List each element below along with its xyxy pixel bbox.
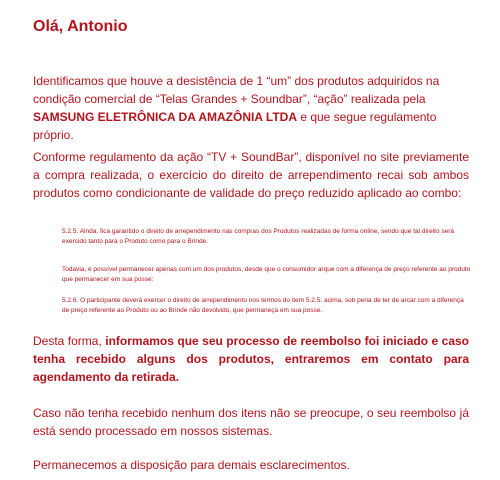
regulation-quote: 5.2.6. O participante deverá exercer o direito de arrependimento nos termos do item 5.2.5. acima, sob pena de ter de arcar com a diferença de preço referente ao Produto ou ao Brinde não devolvido, que permaneça em sua posse. (62, 297, 464, 314)
paragraph-desistencia-text: Identificamos que houve a desistência de 1 “um” dos produtos adquiridos na condição comercial de “Telas Grandes + Soundbar”, “ação” realizada pela (33, 74, 440, 106)
paragraph-desistencia (33, 72, 469, 144)
paragraph-reembolso-intro: Desta forma, (33, 334, 106, 348)
paragraph-nao-recebido: Caso não tenha recebido nenhum dos itens não se preocupe, o seu reembolso já está sendo processado em nossos sistemas. (33, 406, 469, 438)
paragraph-closing: Permanecemos a disposição para demais esclarecimentos. (33, 458, 350, 472)
paragraph-reembolso-bold: informamos que seu processo de reembolso foi iniciado e caso tenha recebido alguns dos produtos, entraremos em contato para agendamento da retirada. (33, 334, 469, 384)
paragraph-desistencia-end: e que segue regulamento próprio. (33, 110, 437, 142)
paragraph-regulamento: Conforme regulamento da ação “TV + SoundBar”, disponível no site previamente a compra realizada, o exercício do direito de arrependimento recai sob ambos produtos como condicionante de validade do preço reduzido aplicado ao combo: (33, 150, 469, 200)
company-name: SAMSUNG ELETRÔNICA DA AMAZÔNIA LTDA (33, 110, 297, 124)
regulation-quote: 5.2.5. Ainda, fica garantido o direito de arrependimento nas compras dos Produtos realizadas de forma online, sendo que tal direito será exercido tanto para o Produto como para o Brinde. (62, 228, 455, 245)
paragraph-reembolso (33, 332, 469, 386)
regulation-quote: Todavia, é possível permanecer apenas com um dos produtos, desde que o consumidor arque com a diferença de preço referente ao produto que permanecer em sua posse: (62, 266, 471, 283)
greeting-heading: Olá, Antonio (33, 18, 128, 35)
